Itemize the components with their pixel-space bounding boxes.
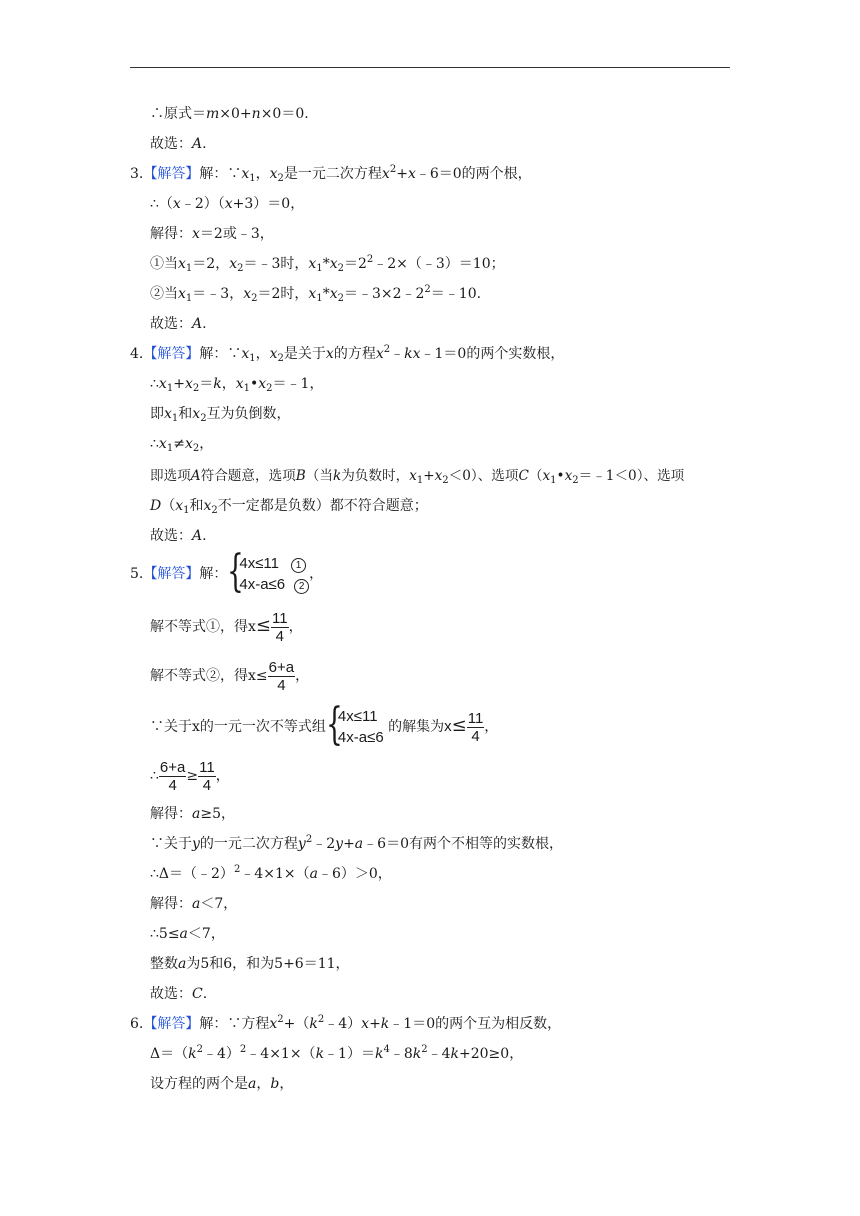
text-line: ①当$x_1=2$，$x_2=﹣3$时，$x_1*x_2=2^2﹣2\times(﹣3)=10$； — [150, 254, 505, 274]
circled-number: 1 — [291, 558, 306, 573]
circled-number: 2 — [294, 579, 309, 594]
question-number: 3. — [130, 166, 144, 182]
question-4-line: 4.【解答】解：$\because x_1$，$x_2$是关于x的方程$x^2﹣kx﹣1=0$的两个实数根， — [130, 344, 565, 364]
header-rule — [130, 67, 730, 68]
text-line: 整数a为5和6，和为5+6＝11， — [150, 956, 350, 972]
text-line: 解得：a≥5， — [150, 806, 235, 822]
text-line: 故选：A. — [150, 528, 207, 544]
text-line: $\therefore x_1\ne x_2$， — [150, 436, 214, 454]
text-line: ∴原式＝m×0+n×0＝0. — [150, 106, 309, 122]
question-number: 4. — [130, 346, 144, 362]
text-line: 即$x_1$和$x_2$互为负倒数， — [150, 406, 291, 424]
fraction: $\frac{6+a}{4}$ — [268, 658, 295, 694]
text-line: 解得：a＜7， — [150, 896, 238, 912]
text-line: 解得：x＝2或﹣3， — [150, 226, 274, 242]
text-line: ∴ $\frac{6+a}{4}$ ≥ $\frac{11}{4}$ ， — [150, 758, 230, 794]
text-line: $\Delta=(k^2﹣4)^2﹣4\times 1\times(k﹣1)=k^4﹣8k^2﹣4k+20\ge 0$， — [150, 1044, 524, 1062]
fraction: $\frac{11}{4}$ — [467, 709, 484, 745]
text-line: ∴（x﹣2）（x+3）＝0， — [150, 196, 305, 212]
answer-tag: 【解答】 — [143, 1016, 200, 1032]
question-3-line: 3.【解答】解：$\because x_1$，$x_2$是一元二次方程$x^2+x﹣6=0$的两个根， — [130, 164, 532, 184]
question-6-line: 6.【解答】解：∵方程$x^2+(k^2﹣4)x+k﹣1=0$的两个互为相反数， — [130, 1014, 562, 1032]
fraction: $\frac{11}{4}$ — [272, 609, 288, 645]
inequality-system: { 4x≤11 1 4x-a≤6 2 — [227, 553, 309, 595]
fraction: $\frac{6+a}{4}$ — [159, 758, 186, 794]
question-number: 6. — [130, 1016, 144, 1032]
fraction: $\frac{11}{4}$ — [199, 758, 215, 794]
text-line: 故选：A. — [150, 136, 207, 152]
answer-tag: 【解答】 — [143, 166, 200, 182]
text-line: ∵关于x的一元一次不等式组 { 4x≤11 4x-a≤6 的解集为x≤ $\frac{11}{4}$ ， — [150, 699, 499, 750]
text-line: $D(x_1$和$x_2$不一定都是负数）都不符合题意； — [150, 498, 428, 516]
text-line: 故选：C. — [150, 986, 208, 1002]
answer-tag: 【解答】 — [143, 566, 200, 582]
text-line: ∴5≤a＜7， — [150, 926, 225, 942]
text-line: 故选：A. — [150, 316, 207, 332]
question-5-line: 5.【解答】解： { 4x≤11 1 4x-a≤6 2 ， — [130, 546, 324, 597]
inequality-system: { 4x≤11 4x-a≤6 — [325, 699, 384, 750]
question-number: 5. — [130, 566, 144, 582]
text-line: ∴Δ＝（﹣2）$^2$﹣4×1×（a﹣6）＞0， — [150, 864, 392, 882]
text-line: ②当$x_1=﹣3$，$x_2=2$时，$x_1*x_2=﹣3\times 2﹣2^2=﹣10$. — [150, 284, 482, 304]
text-line: 即选项A符合题意，选项B（当k为负数时，$x_1+x_2<0$）、选项$C(x_1•x_2=﹣1<0)$、选项 — [150, 468, 685, 486]
text-line: 解不等式②，得x≤ $\frac{6+a}{4}$ ， — [150, 658, 310, 694]
text-line: 解不等式①，得x≤ $\frac{11}{4}$ ， — [150, 609, 303, 645]
text-line: ∵关于y的一元二次方程$y^2﹣2y+a﹣6=0$有两个不相等的实数根， — [150, 834, 563, 852]
text-line: 设方程的两个是a，b， — [150, 1076, 294, 1092]
text-line: $\therefore x_1+x_2=k$，$x_1•x_2=﹣1$， — [150, 376, 324, 394]
answer-tag: 【解答】 — [143, 346, 200, 362]
